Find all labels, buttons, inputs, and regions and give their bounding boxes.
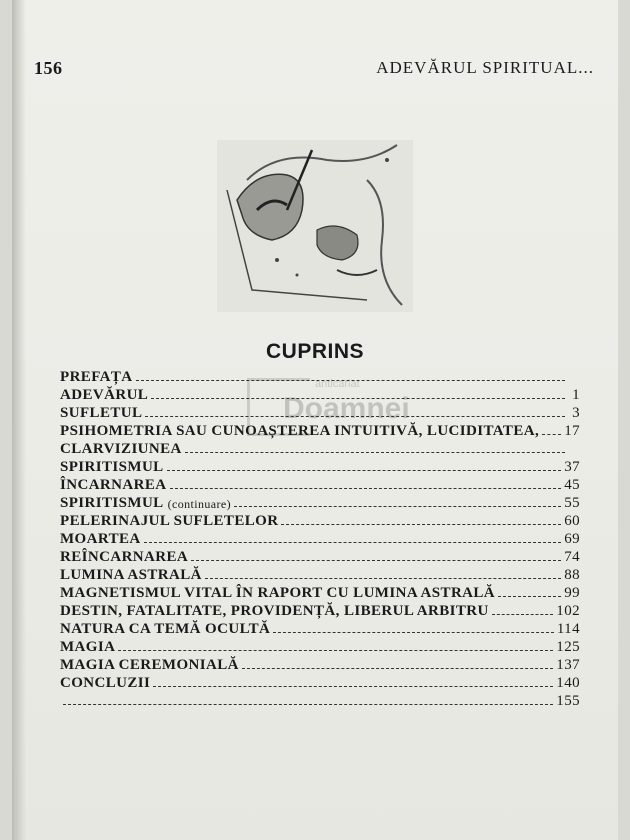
toc-entry bbox=[60, 548, 580, 566]
toc-entry-title: MAGIA CEREMONIALĂ bbox=[60, 657, 239, 673]
toc-entry-page: 60 bbox=[564, 513, 580, 529]
toc-entry bbox=[60, 386, 580, 404]
vignette-illustration bbox=[217, 140, 413, 312]
toc-entry-page: 74 bbox=[564, 549, 580, 565]
toc-leader-dots bbox=[151, 398, 565, 399]
toc-entry-page: 88 bbox=[564, 567, 580, 583]
toc-leader-dots bbox=[145, 416, 565, 417]
toc-entry bbox=[60, 494, 580, 512]
toc-entry-title: MOARTEA bbox=[60, 531, 141, 547]
toc-entry-title: CLARVIZIUNEA bbox=[60, 441, 182, 457]
toc-entry-title: PREFAȚA bbox=[60, 369, 133, 385]
toc-entry-title: NATURA CA TEMĂ OCULTĂ bbox=[60, 621, 271, 637]
toc-entry bbox=[60, 476, 580, 494]
toc-entry bbox=[60, 620, 580, 638]
toc-entry-page: 55 bbox=[564, 495, 580, 511]
toc-entry-page: 155 bbox=[556, 693, 580, 709]
toc-entry-page: 137 bbox=[556, 657, 580, 673]
toc-entry-title: ÎNCARNAREA bbox=[60, 477, 167, 493]
toc-entry bbox=[60, 440, 580, 458]
toc-leader-dots bbox=[185, 452, 565, 453]
toc-entry bbox=[60, 638, 580, 656]
toc-entry bbox=[60, 530, 580, 548]
page-number: 156 bbox=[34, 58, 63, 78]
toc-entry bbox=[60, 692, 580, 710]
toc-leader-dots bbox=[167, 470, 562, 471]
running-head: ADEVĂRUL SPIRITUAL... bbox=[376, 58, 594, 77]
toc-leader-dots bbox=[273, 632, 554, 633]
toc-leader-dots bbox=[144, 542, 562, 543]
toc-entry-title: PSIHOMETRIA SAU CUNOAȘTEREA INTUITIVĂ, LUCIDITATEA, bbox=[60, 423, 540, 439]
page-edge-shadow bbox=[12, 0, 26, 840]
toc-entry bbox=[60, 368, 580, 386]
toc-entry-title: PELERINAJUL SUFLETELOR bbox=[60, 513, 279, 529]
toc-entry-title: SPIRITISMUL bbox=[60, 495, 164, 511]
toc-entry-page: 37 bbox=[564, 459, 580, 475]
toc-leader-dots bbox=[281, 524, 561, 525]
toc-entry-page: 125 bbox=[556, 639, 580, 655]
toc-entry-page: 114 bbox=[556, 621, 580, 637]
toc-leader-dots bbox=[153, 686, 553, 687]
toc-entry bbox=[60, 404, 580, 422]
toc-entry bbox=[60, 566, 580, 584]
toc-title: CUPRINS bbox=[265, 340, 364, 363]
toc-entry-page: 45 bbox=[564, 477, 580, 493]
toc-entry-title: SUFLETUL bbox=[60, 405, 143, 421]
toc-leader-dots bbox=[205, 578, 561, 579]
watermark-small-text: anticariat bbox=[315, 378, 360, 390]
toc-leader-dots bbox=[136, 380, 565, 381]
toc-leader-dots bbox=[498, 596, 561, 597]
toc-entry-page: 102 bbox=[556, 603, 580, 619]
toc-leader-dots bbox=[542, 434, 561, 435]
toc-leader-dots bbox=[191, 560, 561, 561]
toc-entry-title: SPIRITISMUL bbox=[60, 459, 164, 475]
toc-leader-dots bbox=[234, 506, 561, 507]
toc-entry bbox=[60, 656, 580, 674]
book-page bbox=[12, 0, 618, 840]
toc-entry bbox=[60, 458, 580, 476]
toc-entry bbox=[60, 422, 580, 440]
toc-entry-subtitle: (continuare) bbox=[167, 497, 232, 511]
toc-entry-page: 99 bbox=[564, 585, 580, 601]
toc-leader-dots bbox=[118, 650, 553, 651]
toc-entry-title: DESTIN, FATALITATE, PROVIDENȚĂ, LIBERUL ARBITRU bbox=[60, 603, 489, 619]
toc-entry-title: ADEVĂRUL bbox=[60, 387, 149, 403]
toc-entry bbox=[60, 584, 580, 602]
toc-entry-title: CONCLUZII bbox=[60, 675, 151, 691]
toc-entry-page: 3 bbox=[572, 405, 580, 421]
toc-entry-page: 140 bbox=[556, 675, 580, 691]
toc-leader-dots bbox=[492, 614, 554, 615]
toc-entry-title: MAGNETISMUL VITAL ÎN RAPORT CU LUMINA ASTRALĂ bbox=[60, 585, 496, 601]
toc-entry-page: 69 bbox=[564, 531, 580, 547]
toc-entry-title: REÎNCARNAREA bbox=[60, 549, 189, 565]
watermark-big-text: Doamnei bbox=[283, 392, 410, 425]
toc-entry-title: LUMINA ASTRALĂ bbox=[60, 567, 202, 583]
toc-entry bbox=[60, 512, 580, 530]
toc-leader-dots bbox=[170, 488, 562, 489]
toc-entry-title: MAGIA bbox=[60, 639, 116, 655]
toc-entry bbox=[60, 602, 580, 620]
toc-entry-page: 1 bbox=[572, 387, 580, 403]
toc-entry bbox=[60, 674, 580, 692]
toc-entry-page: 17 bbox=[564, 423, 580, 439]
toc-leader-dots bbox=[242, 668, 553, 669]
toc-leader-dots bbox=[63, 704, 553, 705]
